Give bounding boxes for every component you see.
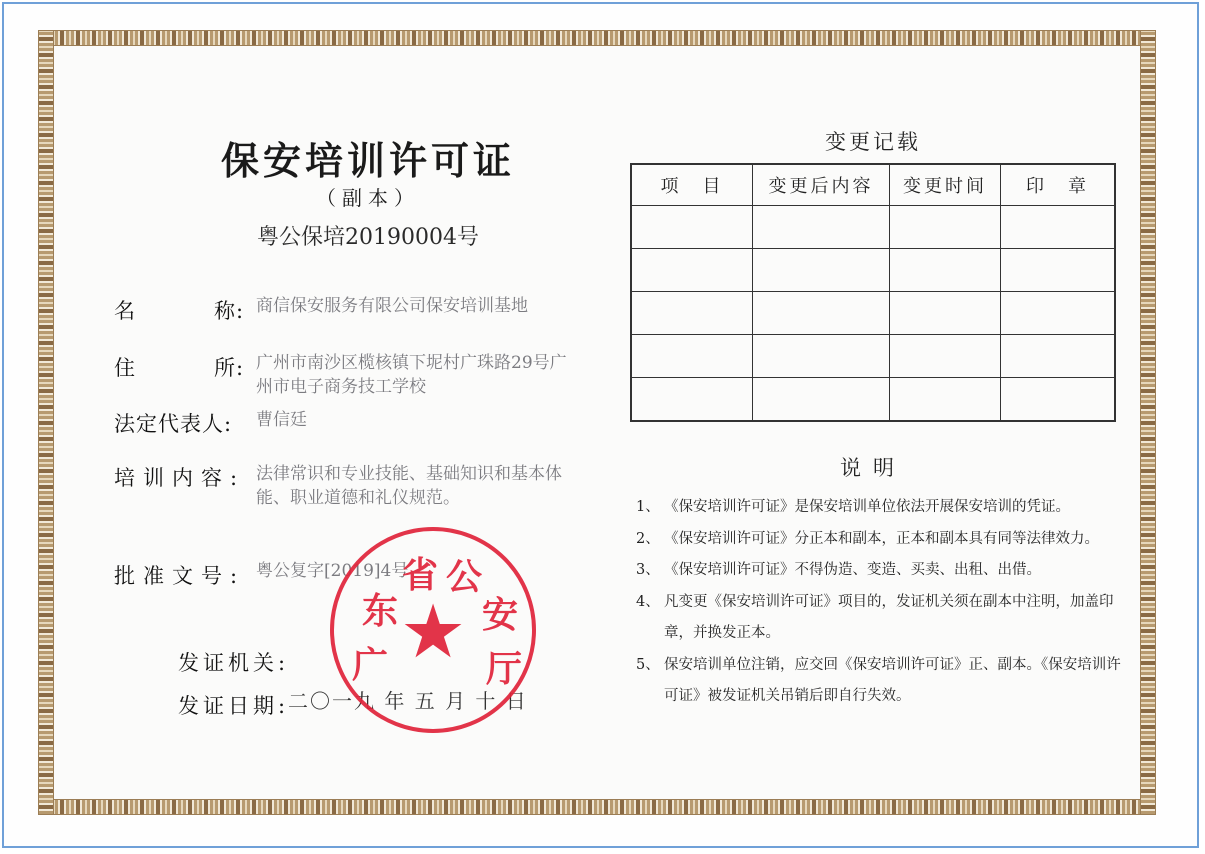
- list-item: [630, 555, 1130, 587]
- column-header-time: 变更时间: [890, 164, 1001, 206]
- list-item: [630, 650, 1130, 713]
- column-header-item: 项 目: [631, 164, 753, 206]
- note-text: 保安培训单位注销，应交回《保安培训许可证》正、副本。《保安培训许可证》被发证机关吊销后即自行失效。: [664, 656, 1121, 704]
- note-text: 《保安培训许可证》不得伪造、变造、买卖、出租、出借。: [664, 562, 1041, 578]
- table-row: [631, 206, 1115, 249]
- list-item: [630, 587, 1130, 650]
- note-number: 4、: [636, 593, 660, 610]
- note-number: 1、: [636, 499, 660, 515]
- note-text: 《保安培训许可证》是保安培训单位依法开展保安培训的凭证。: [664, 499, 1070, 515]
- column-header-content: 变更后内容: [753, 164, 890, 206]
- name-label: [114, 295, 264, 325]
- table-cell: [631, 335, 753, 378]
- decorative-border-bottom: [38, 799, 1156, 815]
- column-header-seal: 印 章: [1001, 164, 1116, 206]
- address-label-part2: 所:: [214, 356, 245, 380]
- table-cell: [1001, 292, 1116, 335]
- address-label: [114, 352, 264, 382]
- seal-char-4: 公: [446, 557, 483, 598]
- issuing-authority-label: 发证机关:: [178, 651, 290, 675]
- change-record-table: [630, 163, 1116, 422]
- official-seal: [330, 527, 536, 733]
- seal-char-5: 安: [482, 595, 519, 636]
- name-value: 商信保安服务有限公司保安培训基地: [256, 296, 528, 316]
- table-cell: [753, 206, 890, 249]
- change-record-title: 变更记载: [825, 130, 921, 154]
- table-cell: [753, 335, 890, 378]
- table-cell: [753, 378, 890, 422]
- certificate-number: 粤公保培20190004号: [257, 225, 479, 250]
- name-label-part1: 名: [114, 299, 136, 323]
- table-cell: [890, 292, 1001, 335]
- decorative-border-left: [38, 30, 54, 815]
- representative-label: 法定代表人:: [114, 412, 233, 436]
- list-item: [630, 524, 1130, 556]
- table-cell: [1001, 249, 1116, 292]
- decorative-border-top: [38, 30, 1156, 46]
- table-cell: [890, 249, 1001, 292]
- training-content-label: 培训内容:: [114, 466, 246, 490]
- table-cell: [1001, 206, 1116, 249]
- issue-date-label: 发证日期:: [178, 694, 290, 718]
- notes-title: 说明: [840, 456, 906, 480]
- table-cell: [631, 249, 753, 292]
- certificate: [38, 30, 1156, 815]
- table-row: [631, 249, 1115, 292]
- table-cell: [753, 292, 890, 335]
- table-cell: [890, 335, 1001, 378]
- certificate-title: 保安培训许可证: [220, 138, 515, 183]
- note-text: 《保安培训许可证》分正本和副本，正本和副本具有同等法律效力。: [664, 530, 1099, 547]
- table-cell: [631, 292, 753, 335]
- note-number: 2、: [636, 530, 660, 547]
- table-row: [631, 292, 1115, 335]
- representative-value: 曹信廷: [256, 410, 307, 430]
- seal-char-2: 东: [362, 591, 399, 632]
- seal-char-6: 厅: [486, 649, 523, 690]
- list-item: [630, 492, 1130, 524]
- note-number: 5、: [636, 656, 660, 673]
- training-content-value: 法律常识和专业技能、基础知识和基本体能、职业道德和礼仪规范。: [256, 464, 562, 508]
- address-label-part1: 住: [114, 356, 136, 380]
- change-record-header-row: [631, 164, 1115, 206]
- table-cell: [890, 378, 1001, 422]
- seal-char-1: 广: [352, 645, 389, 686]
- table-row: [631, 335, 1115, 378]
- note-text: 凡变更《保安培训许可证》项目的，发证机关须在副本中注明，加盖印章，并换发正本。: [664, 593, 1114, 641]
- seal-star-icon: ★: [399, 589, 467, 675]
- table-cell: [1001, 335, 1116, 378]
- approval-number-value: 粤公复字[2019]4号: [256, 561, 409, 581]
- table-row: [631, 378, 1115, 422]
- seal-char-3: 省: [402, 555, 439, 596]
- approval-number-label: 批准文号:: [114, 564, 246, 588]
- notes-list: [630, 492, 1130, 713]
- decorative-border-right: [1140, 30, 1156, 815]
- table-cell: [631, 378, 753, 422]
- table-cell: [1001, 378, 1116, 422]
- address-value: 广州市南沙区榄核镇下坭村广珠路29号广州市电子商务技工学校: [256, 353, 567, 397]
- name-label-part2: 称:: [214, 299, 245, 323]
- table-cell: [631, 206, 753, 249]
- table-cell: [753, 249, 890, 292]
- certificate-subtitle: （副本）: [316, 186, 420, 210]
- note-number: 3、: [636, 562, 660, 578]
- table-cell: [890, 206, 1001, 249]
- issue-date-value: 二〇一九 年 五 月 十 日: [288, 689, 528, 713]
